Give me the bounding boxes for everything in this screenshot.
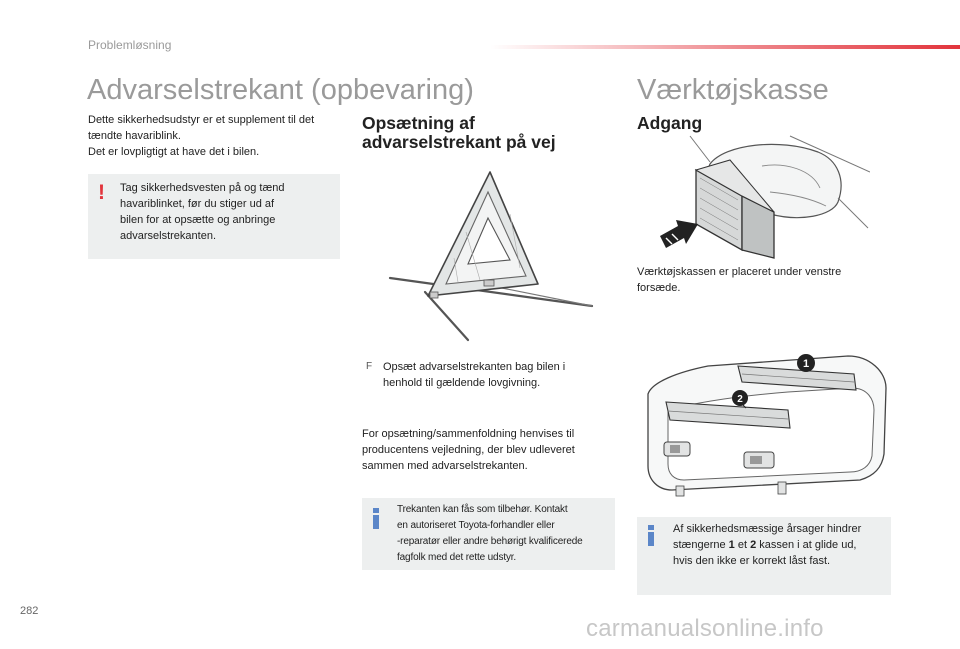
accessory-info-text xyxy=(397,502,613,566)
reference-line: For opsætning/sammenfoldning henvises til xyxy=(362,428,575,440)
location-line: Værktøjskassen er placeret under venstre xyxy=(637,266,842,278)
safety-info-box xyxy=(637,517,891,595)
warning-line: Tag sikkerhedsvesten på og tænd xyxy=(120,182,285,194)
warning-box xyxy=(88,174,340,259)
page-title-toolbox: Værktøjskasse xyxy=(637,74,829,106)
info-icon xyxy=(648,525,654,546)
warning-triangle-illustration xyxy=(370,168,600,348)
callout-1-label: 1 xyxy=(802,358,810,370)
info-line: en autoriseret Toyota-forhandler eller xyxy=(397,520,555,531)
setup-reference-paragraph xyxy=(362,426,612,474)
safety-line: hvis den ikke er korrekt låst fast. xyxy=(673,555,831,567)
watermark: carmanualsonline.info xyxy=(586,615,824,642)
toolbox-location-paragraph xyxy=(637,264,887,296)
intro-line: tændte havariblink. xyxy=(88,130,181,142)
setup-heading xyxy=(362,114,556,152)
instruction-line: henhold til gældende lovgivning. xyxy=(383,377,541,389)
instruction-line: Opsæt advarselstrekanten bag bilen i xyxy=(383,361,566,373)
page-title-triangle: Advarselstrekant (opbevaring) xyxy=(87,74,474,106)
safety-info-text xyxy=(673,521,887,569)
intro-line: Det er lovpligtigt at have det i bilen. xyxy=(88,146,260,158)
setup-instruction xyxy=(366,359,606,391)
info-line: fagfolk med det rette udstyr. xyxy=(397,552,517,563)
info-line: -reparatør eller andre behørigt kvalificerede xyxy=(397,536,583,547)
reference-line: producentens vejledning, der blev udleveret xyxy=(362,444,575,456)
location-line: forsæde. xyxy=(637,282,681,294)
safety-line: stængerne 1 et 2 kassen i at glide ud, xyxy=(673,539,857,551)
header-accent-line xyxy=(490,45,960,49)
toolbox-under-seat-illustration xyxy=(650,132,870,260)
warning-line: bilen for at opsætte og anbringe xyxy=(120,214,276,226)
access-heading: Adgang xyxy=(637,113,703,133)
toolbox-release-bars-illustration xyxy=(638,344,894,502)
info-icon xyxy=(373,508,379,529)
warning-icon: ! xyxy=(98,181,105,204)
setup-heading-line: Opsætning af xyxy=(362,113,475,133)
warning-line: advarselstrekanten. xyxy=(120,230,216,242)
setup-heading-line: advarselstrekant på vej xyxy=(362,132,556,152)
section-label: Problemløsning xyxy=(88,38,172,52)
bullet-icon: F xyxy=(366,361,373,372)
accessory-info-box xyxy=(362,498,615,570)
warning-line: havariblinket, før du stiger ud af xyxy=(120,198,275,210)
bar-2-ref: 2 xyxy=(750,539,757,551)
bar-1-ref: 1 xyxy=(728,539,735,551)
page-number: 282 xyxy=(20,605,39,617)
info-line: Trekanten kan fås som tilbehør. Kontakt xyxy=(397,504,568,515)
warning-text xyxy=(120,180,335,244)
reference-line: sammen med advarselstrekanten. xyxy=(362,460,528,472)
intro-paragraph xyxy=(88,112,348,160)
callout-2-label: 2 xyxy=(737,394,743,405)
intro-line: Dette sikkerhedsudstyr er et supplement til det xyxy=(88,114,315,126)
safety-line: Af sikkerhedsmæssige årsager hindrer xyxy=(673,523,862,535)
